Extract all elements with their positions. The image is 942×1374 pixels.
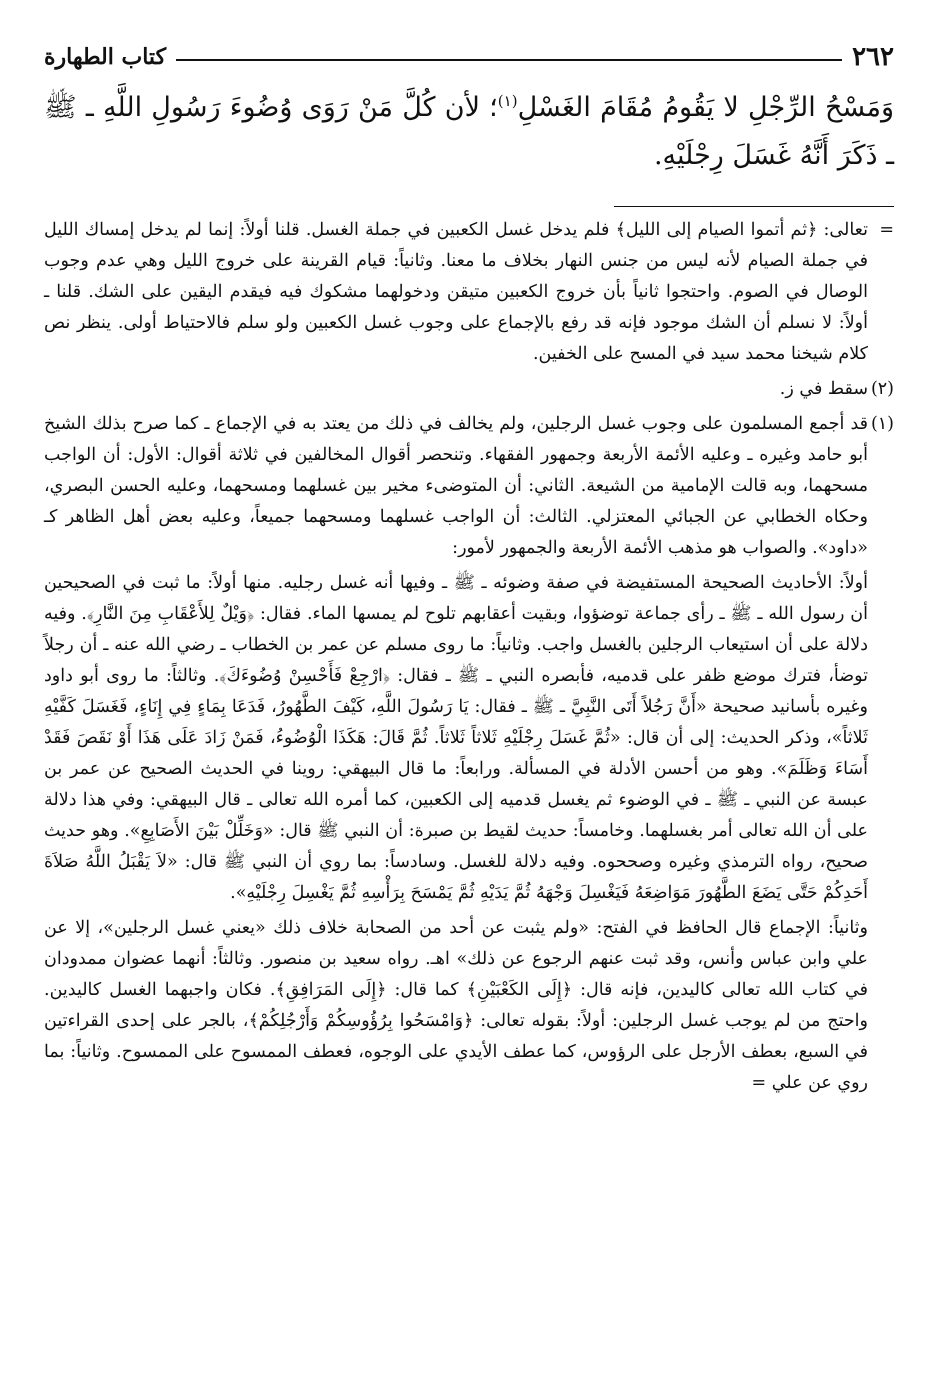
footnote-1-paragraph-2: أولاً: الأحاديث الصحيحة المستفيضة في صفة وضوئه ـ ﷺ ـ وفيها أنه غسل رجليه. منها أولاً: ما ثبت في الصحيحين أن رسول الله ـ ﷺ ـ رأى جماعة توضؤوا، وبقيت أعقابهم تلوح لم يمسها الماء. فقال: ﴿وَيْلٌ لِلأَعْقَابِ مِنَ النَّارِ﴾. وفيه دلالة على أن استيعاب الرجلين بالغسل واجب. وثانياً: ما روى مسلم عن عمر بن الخطاب ـ رضي الله عنه ـ أن رجلاً توضأ، فترك موضع ظفر على قدميه، فأبصره النبي ـ ﷺ ـ فقال: ﴿ارْجِعْ فَأَحْسِنْ وُضُوءَكَ﴾. وثالثاً: ما روى أبو داود وغيره بأسانيد صحيحة «أَنَّ رَجُلاً أَتَى النَّبِيَّ ـ ﷺ ـ فقال: يَا رَسُولَ اللَّهِ، كَيْفَ الطَّهُورُ، فَدَعَا بِمَاءٍ فِي إِنَاءٍ، فَغَسَلَ كَفَّيْهِ ثَلاثاً»، وذكر الحديث: إلى أن قال: «ثُمَّ غَسَلَ رِجْلَيْهِ ثَلاثاً ثَلاثاً. ثُمَّ قَالَ: هَكَذَا الْوُضُوءُ، فَمَنْ زَادَ عَلَى هَذَا أَوْ نَقَصَ فَقَدْ أَسَاءَ وَظَلَمَ». وهو من أحسن الأدلة في المسألة. ورابعاً: ما قال البيهقي: روينا في الحديث الصحيح عن عمر بن عبسة عن النبي ـ ﷺ ـ في الوضوء ثم يغسل قدميه إلى الكعبين، كما أمره الله تعالى ـ قال البيهقي: وفي هذا دلالة على أن الله تعالى أمر بغسلهما. وخامساً: حديث لقيط بن صبرة: أن النبي ﷺ قال: «وَخَلِّلْ بَيْنَ الأَصَابِعِ». وهو حديث صحيح، رواه الترمذي وغيره وصححوه. وفيه دلالة للغسل. وسادساً: بما روي أن النبي ﷺ قال: «لاَ يَقْبَلُ اللَّهُ صَلاَةَ أَحَدِكُمْ حَتَّى يَضَعَ الطَّهُورَ مَوَاضِعَهُ فَيَغْسِلَ وَجْهَهُ ثُمَّ يَدَيْهِ ثُمَّ يَمْسَحَ بِرَأْسِهِ ثُمَّ يَغْسِلَ رِجْلَيْهِ». bbox=[44, 573, 868, 903]
footnote-1-paragraph-1: قد أجمع المسلمون على وجوب غسل الرجلين، ولم يخالف في ذلك من يعتد به في الإجماع ـ كما صرح بذلك الشيخ أبو حامد وغيره ـ وعليه الأئمة الأربعة وجمهور الفقهاء. وتنحصر أقوال المخالفين في ثلاثة أقوال: الأول: أن الواجب مسحهما، وبه قالت الإمامية من الشيعة. الثاني: أن المتوضىء مخير بين غسلهما ومسحهما، وعليه الحسن البصري، وحكاه الخطابي عن الجبائي المعتزلي. الثالث: أن الواجب غسلهما ومسحهما جميعاً، وعليه بعض أهل الظاهر كـ «داود». والصواب هو مذهب الأئمة الأربعة والجمهور لأمور: bbox=[44, 414, 868, 558]
continued-footnote-text: تعالى: ﴿ثم أتموا الصيام إلى الليل﴾ فلم يدخل غسل الكعبين في جملة الغسل. قلنا أولاً: إنما لم يدخل إمساك الليل في جملة الصيام لأنه ليس من جنس النهار بخلاف ما معنا. وثانياً: قيام القرينة على خروج الليل وهي عدم وجوب الوصال في الصوم. واحتجوا ثانياً بأن خروج الكعبين متيقن ودخولهما مشكوك فيه فيقدم اليقين على الشك. قلنا ـ أولاً: لا نسلم أن الشك موجود فإنه قد رفع بالإجماع على وجوب غسل الكعبين ولو سلم فالاحتياط أولى. ينظر نص كلام شيخنا محمد سيد في المسح على الخفين. bbox=[44, 220, 868, 364]
main-text bbox=[44, 84, 894, 180]
footnote-1 bbox=[44, 409, 894, 1099]
footnote-1-marker: (١) bbox=[870, 414, 894, 434]
footnote-divider bbox=[614, 206, 894, 207]
footnote-2 bbox=[44, 374, 894, 405]
page-number: ٢٦٢ bbox=[852, 42, 894, 72]
continued-footnote bbox=[44, 215, 894, 370]
page-header bbox=[44, 40, 894, 74]
continues-mark: = bbox=[751, 1073, 767, 1093]
footnote-1-paragraph-3-text: وثانياً: الإجماع قال الحافظ في الفتح: «ولم يثبت عن أحد من الصحابة خلاف ذلك «يعني غسل الرجلين»، إلا عن علي وابن عباس وأنس، وقد ثبت عنهم الرجوع عن ذلك» اهـ. رواه سعيد بن منصور. وثالثاً: أنهما عضوان ممدودان في كتاب الله تعالى كاليدين، فإنه قال: ﴿إِلَى الكَعْبَيْنِ﴾ كما قال: ﴿إِلَى المَرَافِقِ﴾. فكان واجبهما الغسل كاليدين. واحتج من لم يوجب غسل الرجلين: أولاً: بقوله تعالى: ﴿وَامْسَحُوا بِرُؤُوسِكُمْ وَأَرْجُلِكُمْ﴾، بالجر على إحدى القراءتين في السبع، بعطف الأرجل على الرؤوس، كما عطف الأيدي على الوجوه، فعطف الممسوح على الممسوح. وثانياً: بما روي عن علي bbox=[44, 918, 868, 1093]
footnote-2-text: سقط في ز. bbox=[779, 379, 868, 399]
footnote-reference: (١) bbox=[497, 92, 518, 110]
footnotes bbox=[44, 215, 894, 1099]
header-rule bbox=[176, 59, 842, 61]
footnote-2-marker: (٢) bbox=[870, 379, 894, 399]
book-title: كتاب الطهارة bbox=[44, 44, 167, 70]
main-text-part-1: وَمَسْحُ الرِّجْلِ لا يَقُومُ مُقَامَ الغَسْلِ bbox=[517, 92, 895, 123]
book-page bbox=[44, 40, 894, 1344]
continued-mark: = bbox=[879, 220, 894, 240]
main-text-part-2: ؛ لأن كُلَّ مَنْ رَوَى وُضُوءَ رَسُولِ اللَّهِ ـ ﷺ ـ ذَكَرَ أَنَّهُ غَسَلَ رِجْلَيْهِ. bbox=[44, 92, 894, 171]
footnote-1-paragraph-3 bbox=[44, 913, 868, 1099]
